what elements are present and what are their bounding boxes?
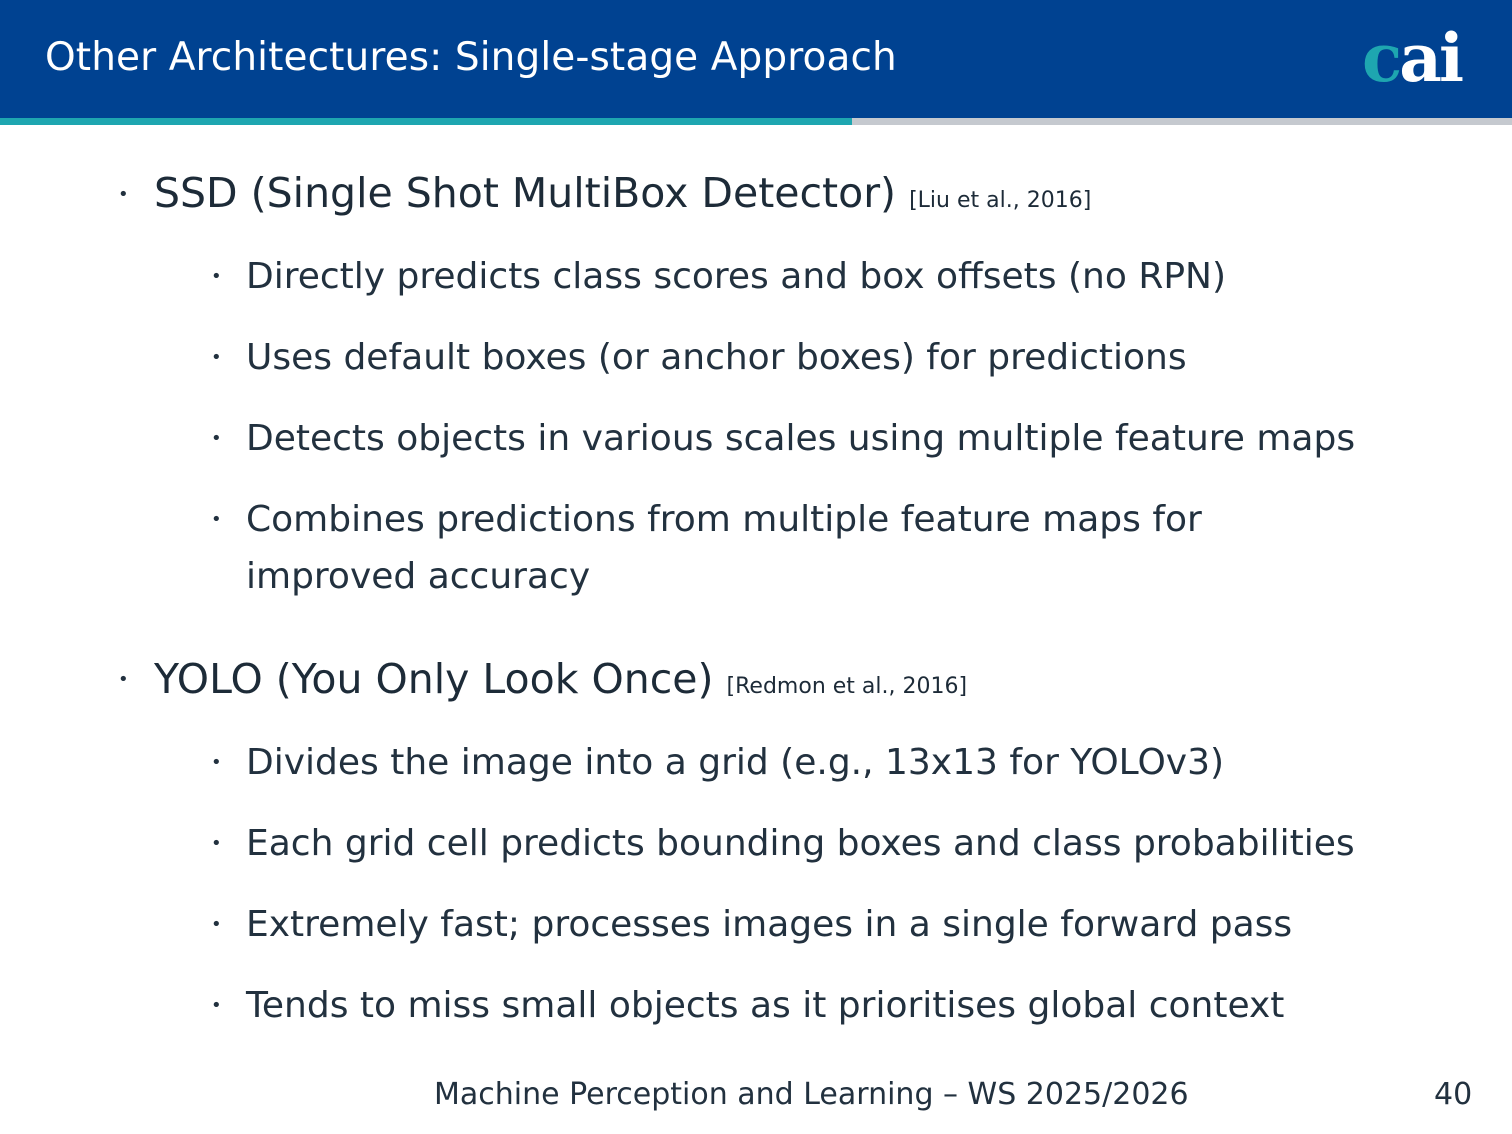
bullet-icon: • [211, 752, 222, 773]
bullet-icon: • [211, 914, 222, 935]
header-accent-grey [852, 118, 1512, 125]
list-item: Each grid cell predicts bounding boxes and class probabilities [246, 823, 1355, 864]
citation: [Liu et al., 2016] [909, 188, 1092, 213]
footer-course: Machine Perception and Learning – WS 2025/2026 [434, 1077, 1189, 1112]
list-item-line: Combines predictions from multiple feature maps for [246, 499, 1202, 540]
cai-logo [1362, 19, 1474, 97]
bullet-icon: • [211, 428, 222, 449]
bullet-icon: • [211, 347, 222, 368]
bullet-icon: • [211, 995, 222, 1016]
bullet-icon: • [211, 266, 222, 287]
page-number: 40 [1434, 1077, 1473, 1112]
list-item: Detects objects in various scales using multiple feature maps [246, 418, 1356, 459]
bullet-icon: • [118, 669, 129, 690]
bullet-icon: • [211, 833, 222, 854]
section-title-ssd [154, 168, 1091, 218]
list-item-line: improved accuracy [246, 556, 591, 597]
list-item: Divides the image into a grid (e.g., 13x13 for YOLOv3) [246, 742, 1225, 783]
slide-header [0, 0, 1512, 118]
section-title-text: YOLO (You Only Look Once) [154, 655, 714, 703]
list-item: Uses default boxes (or anchor boxes) for predictions [246, 337, 1187, 378]
bullet-icon: • [211, 509, 222, 530]
list-item: Tends to miss small objects as it prioritises global context [246, 985, 1285, 1026]
list-item: Directly predicts class scores and box offsets (no RPN) [246, 256, 1227, 297]
logo-c: c [1362, 19, 1400, 97]
section-title-text: SSD (Single Shot MultiBox Detector) [154, 169, 897, 217]
section-title-yolo [154, 654, 967, 704]
header-accent-teal [0, 118, 852, 125]
list-item [246, 491, 1446, 605]
list-item: Extremely fast; processes images in a single forward pass [246, 904, 1293, 945]
logo-ai: ai [1399, 19, 1462, 97]
citation: [Redmon et al., 2016] [726, 674, 968, 699]
bullet-icon: • [118, 184, 129, 205]
slide-title: Other Architectures: Single-stage Approach [45, 35, 897, 80]
